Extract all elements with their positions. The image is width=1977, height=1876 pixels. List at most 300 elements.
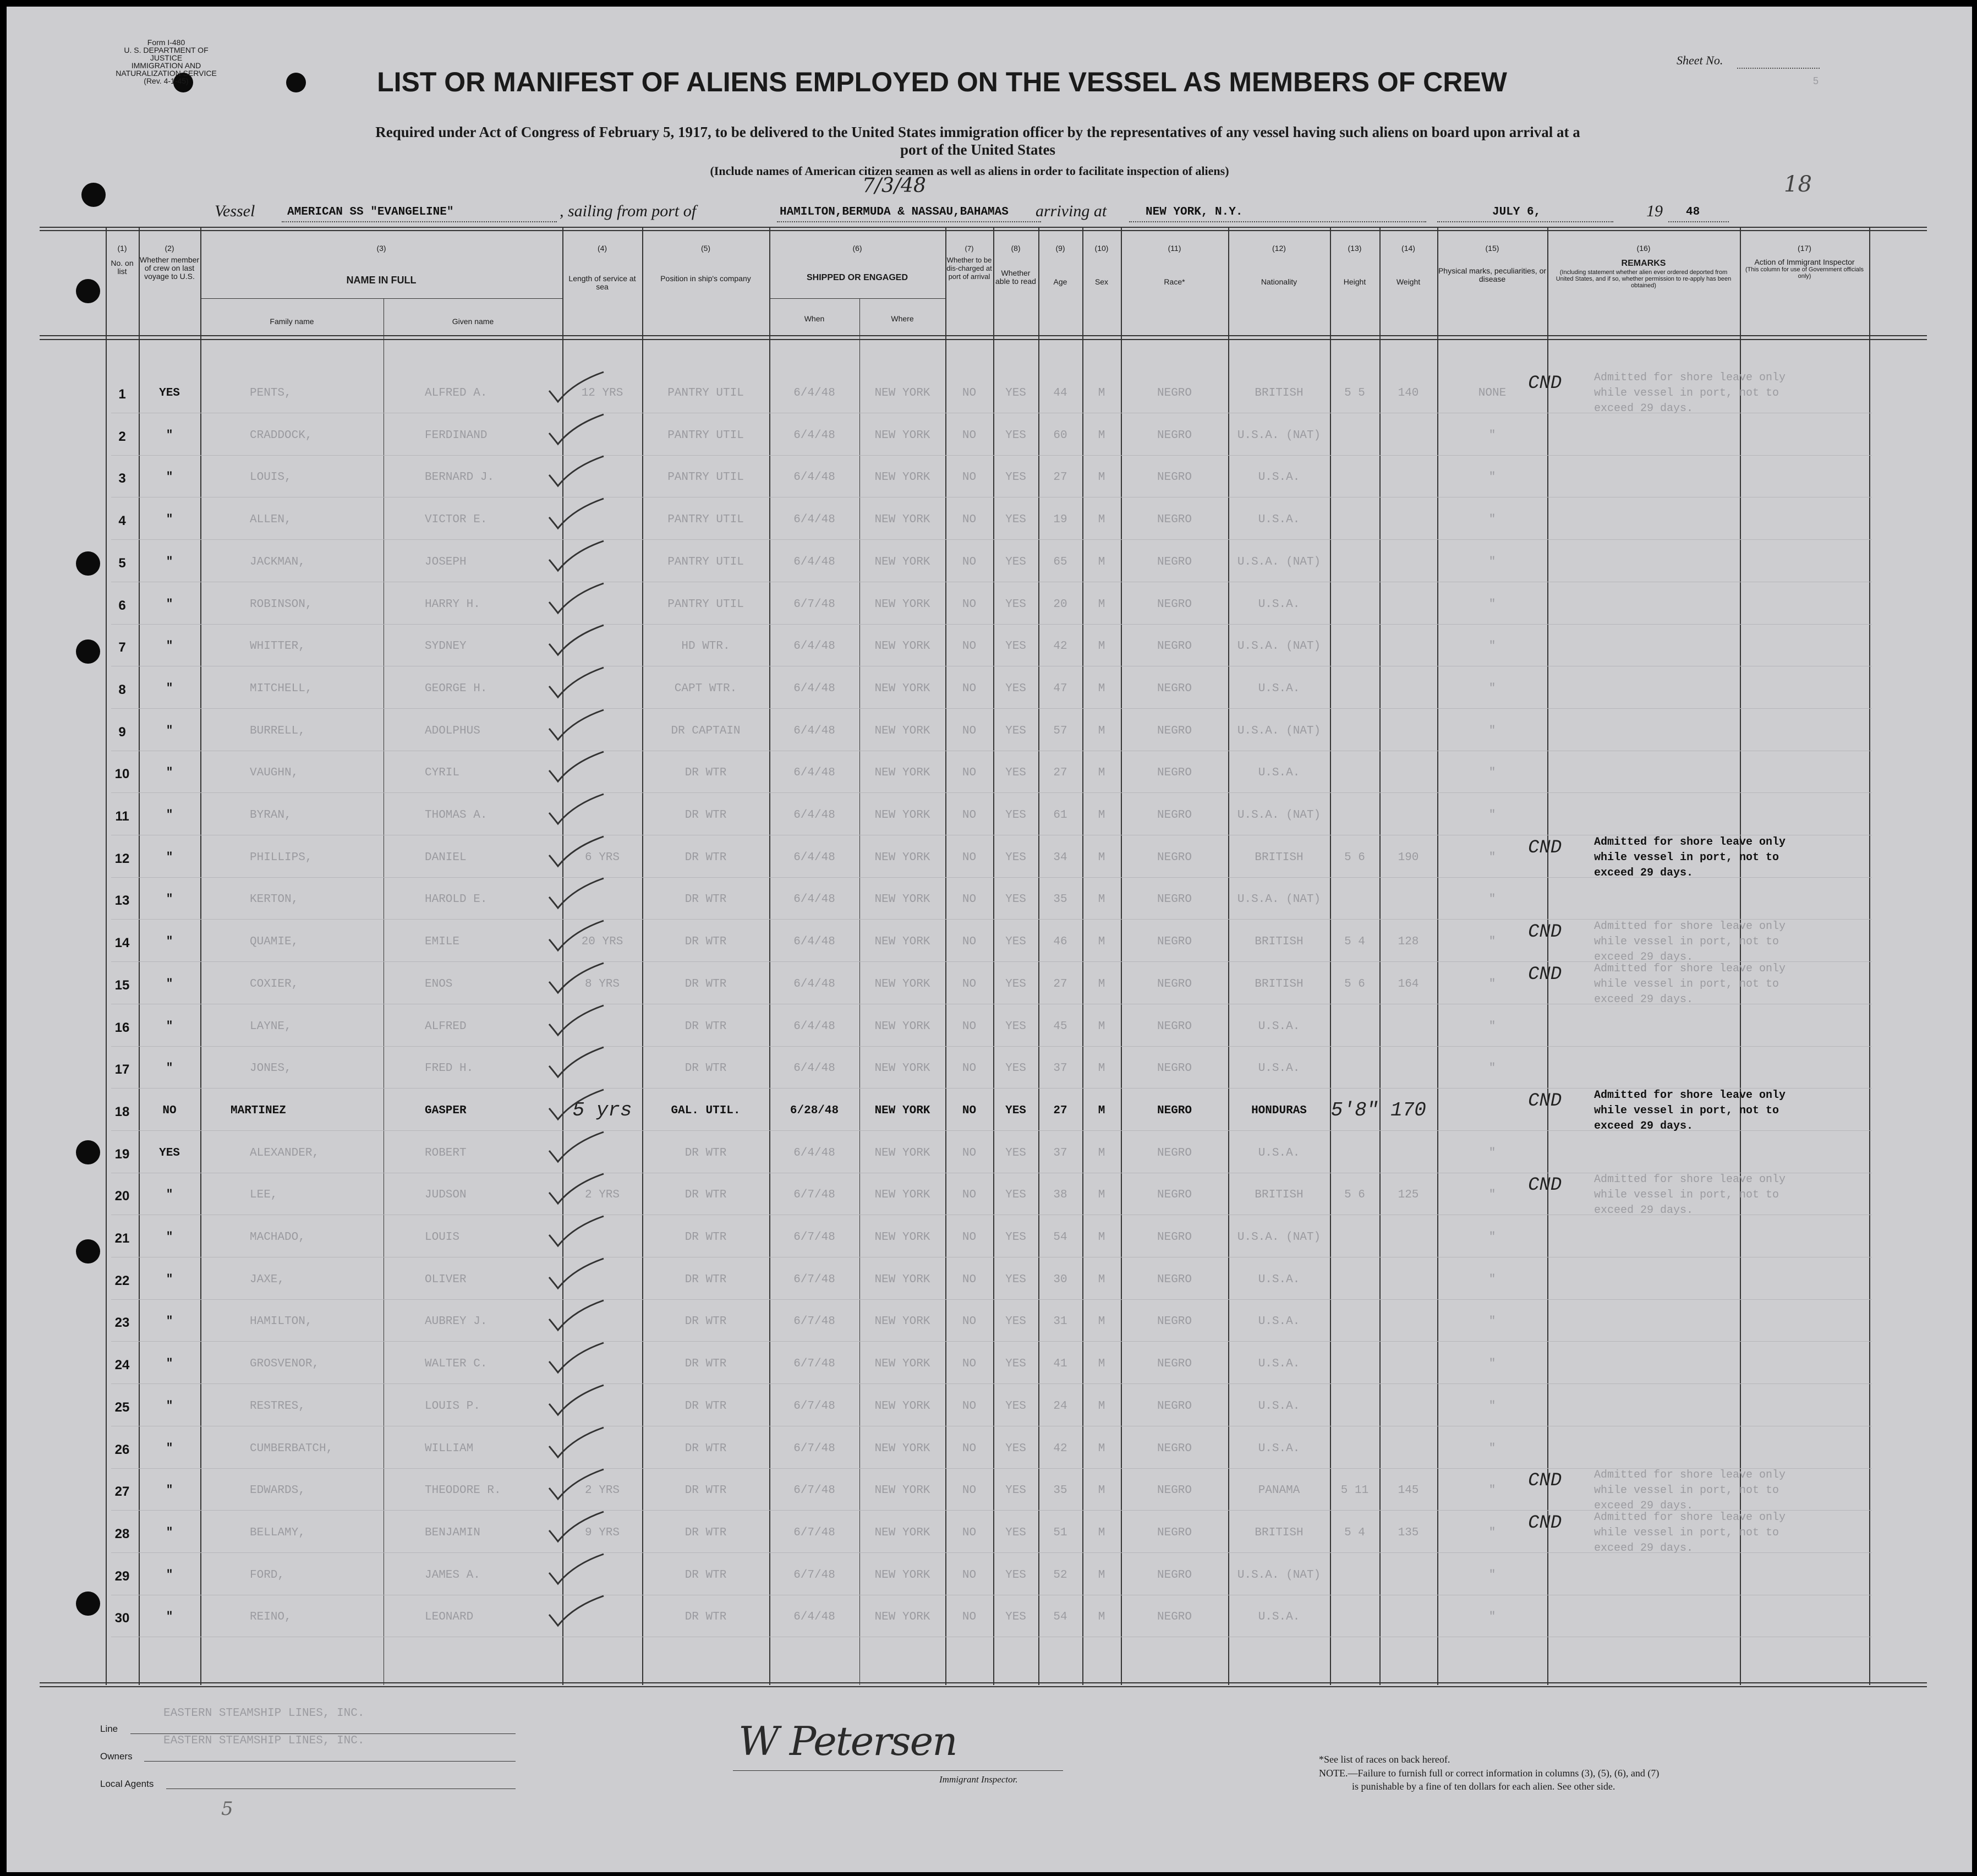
cell-where: NEW YORK (874, 1400, 930, 1413)
cell-position: GAL. UTIL. (671, 1104, 741, 1117)
check-mark-icon (546, 1382, 612, 1420)
cell-marks: " (1488, 1189, 1496, 1201)
cell-read: YES (1005, 1527, 1026, 1539)
check-mark-icon (546, 1593, 612, 1631)
cell-prev: " (166, 1569, 173, 1582)
where-header: Where (891, 314, 914, 323)
cell-family: BELLAMY, (250, 1527, 305, 1539)
cell-position: PANTRY UTIL (667, 513, 744, 526)
fine-note-line1: NOTE.—Failure to furnish full or correct information in columns (3), (5), (6), and (7) (1319, 1768, 1660, 1779)
cell-remark: Admitted for shore leave only while vessel in port, not to exceed 29 days. (1594, 1173, 1786, 1217)
cell-prev: " (166, 936, 173, 948)
row-rule (111, 539, 1872, 540)
cell-discharged: NO (962, 1147, 977, 1159)
check-mark-icon (546, 1466, 612, 1505)
cell-given: WILLIAM (425, 1442, 474, 1455)
cell-sex: M (1098, 1400, 1105, 1413)
cell-race: NEGRO (1157, 1358, 1192, 1370)
cell-position: DR CAPTAIN (671, 725, 741, 737)
col-number: (17) (1798, 244, 1811, 253)
cell-family: ROBINSON, (250, 598, 313, 611)
check-mark-icon (546, 1297, 612, 1336)
cell-family: CRADDOCK, (250, 429, 313, 442)
check-mark-icon (546, 453, 612, 491)
cell-age: 20 (1053, 598, 1067, 611)
cell-prev: " (166, 1611, 173, 1623)
cell-read: YES (1005, 1611, 1026, 1623)
cell-age: 65 (1053, 556, 1067, 568)
cell-nationality: U.S.A. (1258, 1020, 1300, 1033)
cell-where: NEW YORK (874, 682, 930, 695)
cell-race: NEGRO (1157, 1062, 1192, 1075)
col15-header (1437, 244, 1547, 283)
cell-age: 27 (1053, 978, 1067, 991)
cell-family: VAUGHN, (250, 767, 299, 779)
col-divider (993, 227, 994, 1685)
check-mark-icon (546, 1339, 612, 1378)
cell-marks: " (1488, 1358, 1496, 1370)
cell-prev: " (166, 809, 173, 822)
cell-given: ENOS (425, 978, 453, 991)
punch-hole (76, 279, 100, 303)
cell-given: LOUIS (425, 1231, 460, 1244)
cell-given: JAMES A. (425, 1569, 480, 1582)
col-number: (13) (1348, 244, 1362, 253)
cell-age: 31 (1053, 1315, 1067, 1328)
cell-when: 6/7/48 (793, 598, 835, 611)
cell-race: NEGRO (1157, 513, 1192, 526)
cell-where: NEW YORK (874, 1189, 930, 1201)
col7-header (945, 244, 993, 281)
cell-discharged: NO (962, 1104, 977, 1117)
cell-prev: " (166, 851, 173, 864)
cell-when: 6/7/48 (793, 1569, 835, 1582)
cell-age: 51 (1053, 1527, 1067, 1539)
check-mark-icon (546, 580, 612, 619)
owners-label: Owners (100, 1751, 133, 1762)
cell-age: 19 (1053, 513, 1067, 526)
name-subheader-rule (200, 298, 562, 299)
cell-weight: 190 (1398, 851, 1419, 864)
cell-discharged: NO (962, 1400, 977, 1413)
cell-given: EMILE (425, 936, 460, 948)
cell-when: 6/4/48 (793, 429, 835, 442)
col-number: (10) (1094, 244, 1109, 253)
cell-no: 16 (114, 1020, 130, 1035)
col10-header (1082, 244, 1121, 286)
cell-given: JOSEPH (425, 556, 467, 568)
family-name-header: Family name (270, 317, 314, 326)
cell-nationality: U.S.A. (1258, 1400, 1300, 1413)
col4-header (562, 244, 642, 291)
cell-weight: 145 (1398, 1484, 1419, 1497)
line-label: Line (100, 1724, 118, 1734)
cell-discharged: NO (962, 767, 977, 779)
cell-read: YES (1005, 1358, 1026, 1370)
cell-nationality: PANAMA (1258, 1484, 1300, 1497)
cell-position: DR WTR (684, 767, 727, 779)
cell-service: 20 YRS (581, 936, 623, 948)
check-mark-icon (546, 1002, 612, 1041)
check-mark-icon (546, 1551, 612, 1589)
manifest-sheet (7, 7, 1972, 1872)
owners-value: EASTERN STEAMSHIP LINES, INC. (163, 1735, 365, 1747)
col-number: (3) (376, 244, 386, 253)
cell-where: NEW YORK (874, 429, 930, 442)
cell-read: YES (1005, 978, 1026, 991)
cell-discharged: NO (962, 1569, 977, 1582)
cell-where: NEW YORK (874, 1147, 930, 1159)
cell-remark: Admitted for shore leave only while vessel in port, not to exceed 29 days. (1594, 1511, 1786, 1555)
cell-read: YES (1005, 1231, 1026, 1244)
col6-header (769, 244, 945, 283)
cell-position: PANTRY UTIL (667, 598, 744, 611)
cell-prev: " (166, 1062, 173, 1075)
cell-read: YES (1005, 513, 1026, 526)
cell-weight: 125 (1398, 1189, 1419, 1201)
cell-height: 5 6 (1344, 978, 1365, 991)
cell-race: NEGRO (1157, 809, 1192, 822)
cell-prev: " (166, 1358, 173, 1370)
table-top-border-2 (40, 230, 1927, 231)
cell-remark-mark: CND (1528, 1470, 1562, 1491)
cell-position: CAPT WTR. (674, 682, 737, 695)
cell-family: LEE, (250, 1189, 278, 1201)
cell-weight: 170 (1390, 1099, 1426, 1122)
cell-read: YES (1005, 471, 1026, 484)
cell-no: 24 (114, 1358, 130, 1372)
cell-race: NEGRO (1157, 429, 1192, 442)
col-number: (8) (1011, 244, 1021, 253)
cell-given: WALTER C. (425, 1358, 488, 1370)
cell-no: 11 (115, 809, 129, 824)
cell-race: NEGRO (1157, 1020, 1192, 1033)
cell-sex: M (1098, 1020, 1105, 1033)
cell-no: 10 (114, 767, 130, 781)
department: U. S. DEPARTMENT OF JUSTICE (124, 46, 209, 62)
cell-when: 6/7/48 (793, 1442, 835, 1455)
cell-where: NEW YORK (874, 893, 930, 906)
cell-remark: Admitted for shore leave only while vessel in port, not to exceed 29 days. (1594, 962, 1786, 1006)
cell-where: NEW YORK (874, 1611, 930, 1623)
cell-given: AUBREY J. (425, 1315, 488, 1328)
check-mark-icon (546, 1086, 612, 1125)
cell-age: 24 (1053, 1400, 1067, 1413)
cell-prev: " (166, 471, 173, 484)
cell-discharged: NO (962, 556, 977, 568)
cell-position: DR WTR (684, 1611, 727, 1623)
vessel-name: AMERICAN SS "EVANGELINE" (287, 206, 454, 218)
cell-family: BYRAN, (250, 809, 292, 822)
cell-no: 5 (118, 556, 126, 571)
cell-prev: " (166, 1273, 173, 1286)
cell-nationality: BRITISH (1255, 978, 1304, 991)
page-title: LIST OR MANIFEST OF ALIENS EMPLOYED ON THE VESSEL AS MEMBERS OF CREW (377, 67, 1507, 97)
cell-when: 6/4/48 (793, 513, 835, 526)
cell-nationality: U.S.A. (NAT) (1237, 893, 1321, 906)
agents-label: Local Agents (100, 1779, 154, 1789)
cell-discharged: NO (962, 471, 977, 484)
cell-prev: " (166, 1442, 173, 1455)
col-number: (14) (1401, 244, 1415, 253)
cell-position: DR WTR (684, 1231, 727, 1244)
cell-nationality: U.S.A. (1258, 1273, 1300, 1286)
cell-position: DR WTR (684, 809, 727, 822)
cell-remark-mark: CND (1528, 373, 1562, 394)
punch-hole (76, 551, 100, 576)
cell-nationality: BRITISH (1255, 1189, 1304, 1201)
cell-age: 27 (1053, 471, 1067, 484)
cell-no: 1 (118, 387, 126, 402)
cell-remark: Admitted for shore leave only while vessel in port, not to exceed 29 days. (1594, 1469, 1786, 1512)
cell-nationality: BRITISH (1255, 387, 1304, 400)
check-mark-icon (546, 833, 612, 872)
cell-prev: " (166, 598, 173, 611)
cell-sex: M (1098, 1147, 1105, 1159)
col-number: (4) (597, 244, 607, 253)
port-from: HAMILTON,BERMUDA & NASSAU,BAHAMAS (780, 206, 1009, 218)
cell-marks: " (1488, 1611, 1496, 1623)
cell-race: NEGRO (1157, 1442, 1192, 1455)
cell-prev: " (166, 682, 173, 695)
cell-service: 9 YRS (584, 1527, 620, 1539)
cell-no: 17 (114, 1062, 130, 1077)
cell-no: 2 (118, 429, 126, 444)
cell-when: 6/4/48 (793, 1147, 835, 1159)
check-mark-icon (546, 875, 612, 914)
cell-position: DR WTR (684, 1442, 727, 1455)
cell-marks: " (1488, 682, 1496, 695)
col-number: (15) (1485, 244, 1499, 253)
sheet-label: Sheet No. (1677, 53, 1723, 67)
col-divider (859, 298, 860, 1685)
cell-position: PANTRY UTIL (667, 429, 744, 442)
cell-no: 9 (118, 725, 126, 740)
year-underline (1668, 221, 1729, 222)
cell-when: 6/4/48 (793, 767, 835, 779)
col-number: (11) (1168, 244, 1181, 253)
cell-sex: M (1098, 513, 1105, 526)
cell-sex: M (1098, 936, 1105, 948)
cell-sex: M (1098, 1484, 1105, 1497)
cell-sex: M (1098, 1358, 1105, 1370)
cell-age: 35 (1053, 893, 1067, 906)
cell-sex: M (1098, 1273, 1105, 1286)
cell-no: 29 (114, 1569, 130, 1584)
cell-marks: " (1488, 1147, 1496, 1159)
cell-where: NEW YORK (874, 556, 930, 568)
cell-prev: " (166, 725, 173, 737)
cell-race: NEGRO (1157, 598, 1192, 611)
punch-hole (76, 1591, 100, 1616)
cell-read: YES (1005, 1569, 1026, 1582)
cell-race: NEGRO (1157, 682, 1192, 695)
cell-given: FERDINAND (425, 429, 488, 442)
cell-discharged: NO (962, 851, 977, 864)
col3-header (200, 244, 562, 286)
cell-read: YES (1005, 893, 1026, 906)
check-mark-icon (546, 1255, 612, 1294)
port-to-underline (1129, 221, 1426, 222)
col-divider (1869, 227, 1870, 1685)
cell-read: YES (1005, 809, 1026, 822)
cell-prev: " (166, 1527, 173, 1539)
cell-prev: " (166, 1020, 173, 1033)
cell-given: ALFRED (425, 1020, 467, 1033)
cell-discharged: NO (962, 978, 977, 991)
cell-race: NEGRO (1157, 725, 1192, 737)
cell-given: GASPER (425, 1104, 467, 1117)
cell-given: THEODORE R. (425, 1484, 501, 1497)
cell-age: 37 (1053, 1062, 1067, 1075)
table-bottom-border (40, 1682, 1927, 1683)
cell-nationality: U.S.A. (1258, 1611, 1300, 1623)
cell-sex: M (1098, 851, 1105, 864)
cell-marks: " (1488, 556, 1496, 568)
cell-prev: " (166, 893, 173, 906)
punch-hole (76, 1239, 100, 1264)
cell-where: NEW YORK (874, 1484, 930, 1497)
cell-given: FRED H. (425, 1062, 474, 1075)
cell-family: EDWARDS, (250, 1484, 305, 1497)
cell-given: GEORGE H. (425, 682, 488, 695)
cell-where: NEW YORK (874, 513, 930, 526)
cell-nationality: U.S.A. (NAT) (1237, 640, 1321, 653)
cell-race: NEGRO (1157, 1611, 1192, 1623)
cell-remark-mark: CND (1528, 838, 1562, 858)
cell-race: NEGRO (1157, 1484, 1192, 1497)
check-mark-icon (546, 791, 612, 829)
col-label: Height (1343, 277, 1366, 286)
handwritten-date: 7/3/48 (862, 174, 926, 197)
cell-discharged: NO (962, 1442, 977, 1455)
cell-nationality: U.S.A. (NAT) (1237, 556, 1321, 568)
cell-marks: " (1488, 640, 1496, 653)
table-top-border (40, 227, 1927, 228)
cell-discharged: NO (962, 725, 977, 737)
cell-sex: M (1098, 1569, 1105, 1582)
row-rule (111, 624, 1872, 625)
cell-prev: " (166, 429, 173, 442)
cell-given: LOUIS P. (425, 1400, 480, 1413)
cell-given: ALFRED A. (425, 387, 488, 400)
col-divider (1379, 227, 1381, 1685)
port-to: NEW YORK, N.Y. (1146, 206, 1243, 218)
col-divider (1082, 227, 1083, 1685)
punch-hole (76, 639, 100, 664)
col8-header (993, 244, 1038, 286)
revision: (Rev. 4-1-45) (144, 76, 189, 85)
cell-family: COXIER, (250, 978, 299, 991)
cell-marks: " (1488, 1484, 1496, 1497)
cell-family: GROSVENOR, (250, 1358, 320, 1370)
check-mark-icon (546, 369, 612, 407)
col-label: Length of service at sea (568, 274, 636, 291)
cell-where: NEW YORK (874, 1569, 930, 1582)
cell-no: 23 (114, 1315, 130, 1330)
form-id-block (108, 39, 224, 85)
cell-remark: Admitted for shore leave only while vessel in port, not to exceed 29 days. (1594, 1089, 1786, 1133)
cell-prev: NO (162, 1104, 177, 1117)
cell-prev: " (166, 978, 173, 991)
col-label: Action of Immigrant Inspector (1754, 258, 1855, 266)
cell-discharged: NO (962, 893, 977, 906)
cell-prev: YES (159, 1147, 180, 1159)
col5-header (642, 244, 769, 283)
cell-sex: M (1098, 429, 1105, 442)
line-value: EASTERN STEAMSHIP LINES, INC. (163, 1707, 365, 1720)
cell-position: DR WTR (684, 978, 727, 991)
cell-read: YES (1005, 387, 1026, 400)
cell-where: NEW YORK (874, 471, 930, 484)
cell-no: 8 (118, 682, 126, 697)
col-divider (1121, 227, 1122, 1685)
cell-when: 6/7/48 (793, 1231, 835, 1244)
given-name-header: Given name (452, 317, 494, 326)
cell-no: 26 (114, 1442, 130, 1457)
col-label: Race* (1164, 277, 1185, 286)
cell-remark-mark: CND (1528, 922, 1562, 943)
cell-position: PANTRY UTIL (667, 471, 744, 484)
cell-when: 6/4/48 (793, 682, 835, 695)
cell-when: 6/4/48 (793, 978, 835, 991)
corner-mark: 5 (221, 1798, 233, 1820)
cell-sex: M (1098, 893, 1105, 906)
fine-note-line2: is punishable by a fine of ten dollars for each alien. See other side. (1352, 1781, 1615, 1792)
cell-discharged: NO (962, 1020, 977, 1033)
cell-no: 14 (114, 936, 130, 950)
cell-age: 41 (1053, 1358, 1067, 1370)
cell-read: YES (1005, 1484, 1026, 1497)
cell-race: NEGRO (1157, 640, 1192, 653)
cell-race: NEGRO (1157, 1315, 1192, 1328)
cell-family: HAMILTON, (250, 1315, 313, 1328)
sailing-label: , sailing from port of (560, 202, 697, 220)
cell-position: DR WTR (684, 1189, 727, 1201)
cell-discharged: NO (962, 1611, 977, 1623)
cell-race: NEGRO (1157, 851, 1192, 864)
subtitle-line2: port of the United States (900, 141, 1055, 158)
col-divider (1228, 227, 1229, 1685)
cell-marks: " (1488, 978, 1496, 991)
cell-family: CUMBERBATCH, (250, 1442, 333, 1455)
cell-position: DR WTR (684, 1020, 727, 1033)
cell-read: YES (1005, 1020, 1026, 1033)
cell-where: NEW YORK (874, 1104, 930, 1117)
cell-marks: " (1488, 1020, 1496, 1033)
col-note: (This column for use of Government officials only) (1745, 266, 1864, 280)
cell-read: YES (1005, 1189, 1026, 1201)
cell-marks: " (1488, 1315, 1496, 1328)
cell-no: 4 (118, 513, 126, 528)
cell-no: 18 (114, 1104, 130, 1119)
owners-underline (144, 1761, 516, 1762)
cell-read: YES (1005, 1104, 1026, 1117)
check-mark-icon (546, 707, 612, 745)
punch-hole (81, 183, 106, 207)
cell-prev: " (166, 513, 173, 526)
cell-sex: M (1098, 1104, 1105, 1117)
cell-service: 8 YRS (584, 978, 620, 991)
cell-age: 27 (1053, 767, 1067, 779)
cell-where: NEW YORK (874, 1358, 930, 1370)
cell-prev: " (166, 1315, 173, 1328)
cell-height: 5 4 (1344, 1527, 1365, 1539)
cell-no: 15 (114, 978, 130, 993)
cell-prev: " (166, 1484, 173, 1497)
cell-read: YES (1005, 556, 1026, 568)
cell-given: BENJAMIN (425, 1527, 480, 1539)
